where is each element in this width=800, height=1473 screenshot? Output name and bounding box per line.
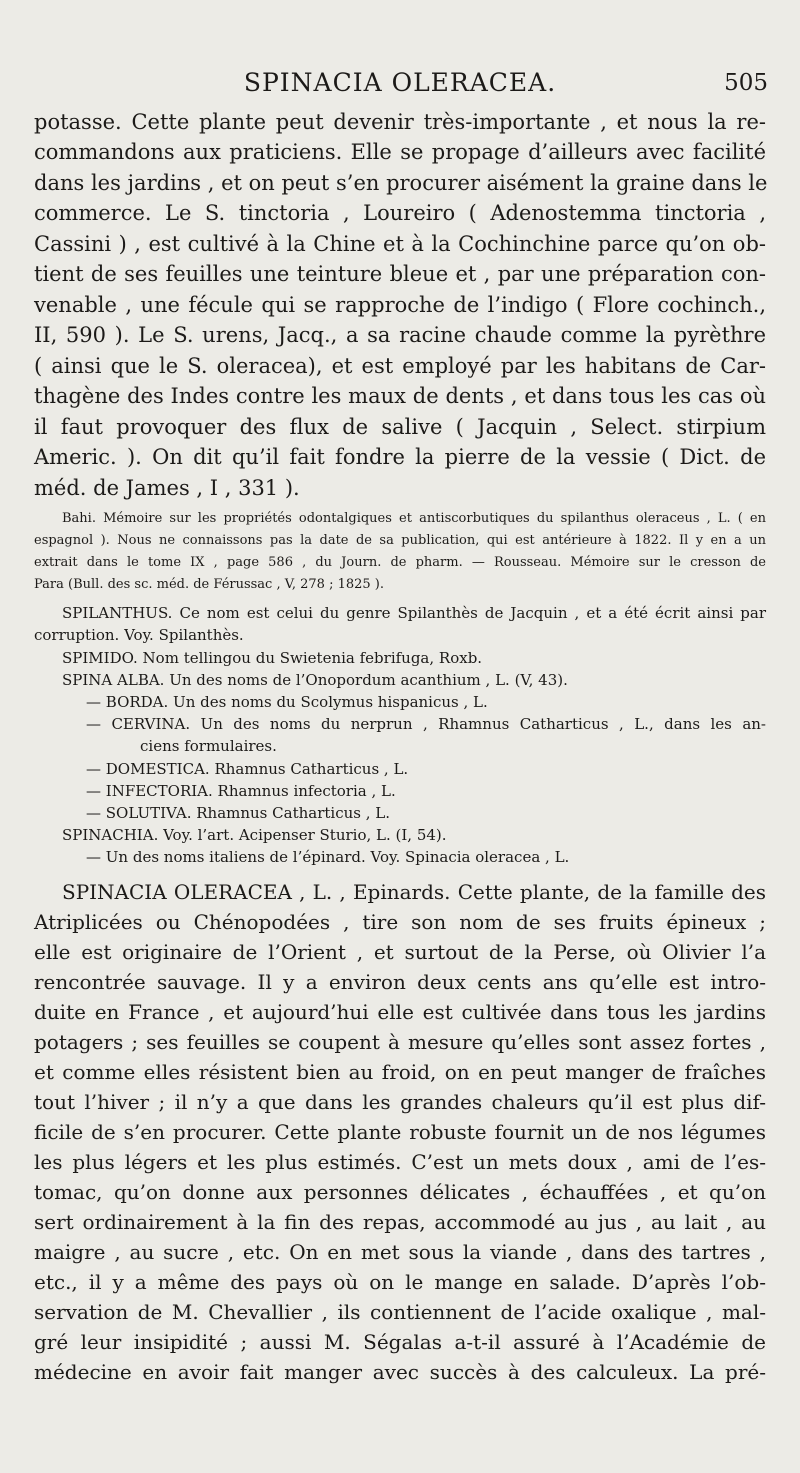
paragraph-line: ( ainsi que le S. oleracea), et est employé par les habitans de Car- <box>34 354 766 378</box>
index-entry: SPINACHIA. Voy. l’art. Acipenser Sturio, L. (I, 54). <box>62 826 447 844</box>
paragraph-line: commerce. Le S. tinctoria , Loureiro ( Adenostemma tinctoria , <box>34 201 766 225</box>
footnote-line: espagnol ). Nous ne connaissons pas la date de sa publication, qui est antérieure à 1822. Il y en a un <box>34 533 766 548</box>
index-entry: — BORDA. Un des noms du Scolymus hispanicus , L. <box>86 693 488 711</box>
paragraph-line: II, 590 ). Le S. urens, Jacq., a sa racine chaude comme la pyrèthre <box>34 323 766 347</box>
paragraph-line: rencontrée sauvage. Il y a environ deux cents ans qu’elle est intro- <box>34 970 766 994</box>
index-entry: SPINA ALBA. Un des noms de l’Onopordum acanthium , L. (V, 43). <box>62 671 568 689</box>
paragraph-line: duite en France , et aujourd’hui elle est cultivée dans tous les jardins <box>34 1000 766 1024</box>
index-entry: SPIMIDO. Nom tellingou du Swietenia febrifuga, Roxb. <box>62 649 483 667</box>
paragraph-line: servation de M. Chevallier , ils contiennent de l’acide oxalique , mal- <box>34 1300 766 1324</box>
page-title: SPINACIA OLERACEA. <box>243 68 557 97</box>
index-entry: — SOLUTIVA. Rhamnus Catharticus , L. <box>86 804 390 822</box>
index-entry: SPILANTHUS. Ce nom est celui du genre Spilanthès de Jacquin , et a été écrit ainsi par <box>62 604 766 622</box>
footnote-line: Para (Bull. des sc. méd. de Férussac , V, 278 ; 1825 ). <box>34 577 384 592</box>
page-number: 505 <box>724 70 768 96</box>
paragraph-line: SPINACIA OLERACEA , L. , Epinards. Cette plante, de la famille des <box>62 880 766 904</box>
paragraph-line: tient de ses feuilles une teinture bleue et , par une préparation con- <box>34 262 766 286</box>
paragraph-line: potagers ; ses feuilles se coupent à mesure qu’elles sont assez fortes , <box>34 1030 766 1054</box>
paragraph-line: tomac, qu’on donne aux personnes délicates , échauffées , et qu’on <box>34 1180 766 1204</box>
paragraph-line: thagène des Indes contre les maux de dents , et dans tous les cas où <box>34 384 766 408</box>
paragraph-line: médecine en avoir fait manger avec succès à des calculeux. La pré- <box>34 1360 766 1384</box>
paragraph-line: sert ordinairement à la fin des repas, accommodé au jus , au lait , au <box>34 1210 766 1234</box>
paragraph-line: Atriplicées ou Chénopodées , tire son nom de ses fruits épineux ; <box>34 910 766 934</box>
paragraph-line: il faut provoquer des flux de salive ( Jacquin , Select. stirpium <box>34 415 766 439</box>
footnote-line: extrait dans le tome IX , page 586 , du Journ. de pharm. — Rousseau. Mémoire sur le cresson de <box>34 555 766 570</box>
index-entry: — Un des noms italiens de l’épinard. Voy. Spinacia oleracea , L. <box>86 848 570 866</box>
paragraph-line: et comme elles résistent bien au froid, on en peut manger de fraîches <box>34 1060 766 1084</box>
paragraph-line: les plus légers et les plus estimés. C’est un mets doux , ami de l’es- <box>34 1150 766 1174</box>
paragraph-line: potasse. Cette plante peut devenir très-importante , et nous la re- <box>34 110 766 134</box>
paragraph-line: elle est originaire de l’Orient , et surtout de la Perse, où Olivier l’a <box>34 940 766 964</box>
paragraph-line: etc., il y a même des pays où on le mange en salade. D’après l’ob- <box>34 1270 766 1294</box>
paragraph-line: Cassini ) , est cultivé à la Chine et à la Cochinchine parce qu’on ob- <box>34 232 766 256</box>
paragraph-line: tout l’hiver ; il n’y a que dans les grandes chaleurs qu’il est plus dif- <box>34 1090 766 1114</box>
paragraph-line: dans les jardins , et on peut s’en procurer aisément la graine dans le <box>34 171 768 195</box>
paragraph-line: Americ. ). On dit qu’il fait fondre la pierre de la vessie ( Dict. de <box>34 445 766 469</box>
paragraph-line: méd. de James , I , 331 ). <box>34 476 300 500</box>
index-entry: corruption. Voy. Spilanthès. <box>34 626 244 644</box>
paragraph-line: ficile de s’en procurer. Cette plante robuste fournit un de nos légumes <box>34 1120 766 1144</box>
paragraph-line: venable , une fécule qui se rapproche de l’indigo ( Flore cochinch., <box>34 293 766 317</box>
index-entry: — CERVINA. Un des noms du nerprun , Rhamnus Catharticus , L., dans les an- <box>86 715 766 733</box>
footnote-line: Bahi. Mémoire sur les propriétés odontalgiques et antiscorbutiques du spilanthus oleraceus , L. ( en <box>62 511 766 526</box>
paragraph-line: commandons aux praticiens. Elle se propage d’ailleurs avec facilité <box>34 140 766 164</box>
index-entry: — INFECTORIA. Rhamnus infectoria , L. <box>86 782 396 800</box>
paragraph-line: gré leur insipidité ; aussi M. Ségalas a-t-il assuré à l’Académie de <box>34 1330 766 1354</box>
paragraph-line: maigre , au sucre , etc. On en met sous la viande , dans des tartres , <box>34 1240 766 1264</box>
index-entry: ciens formulaires. <box>140 737 277 755</box>
index-entry: — DOMESTICA. Rhamnus Catharticus , L. <box>86 760 409 778</box>
